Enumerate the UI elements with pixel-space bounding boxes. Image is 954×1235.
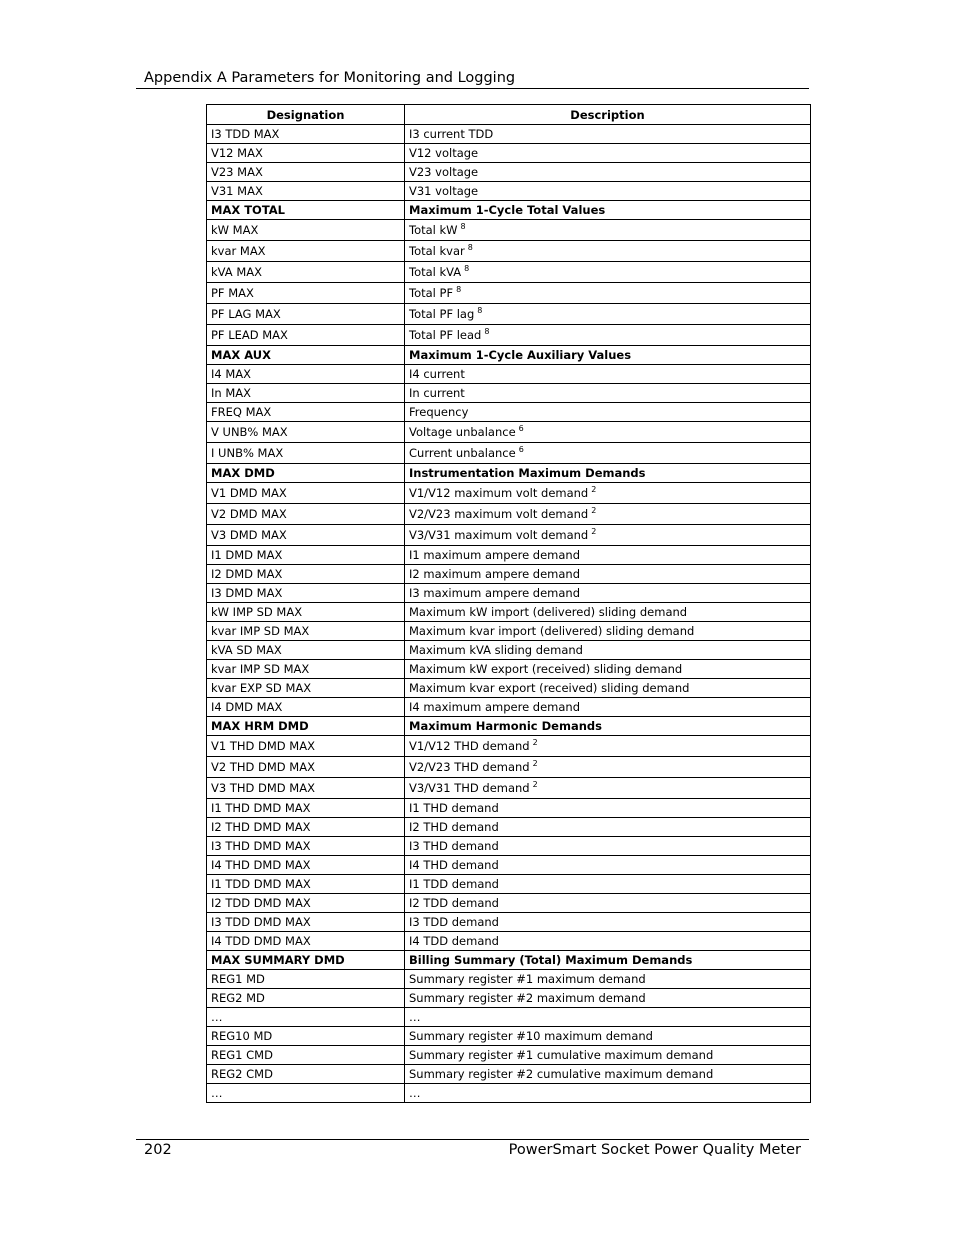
- description-cell: [405, 970, 811, 989]
- designation-cell: V3 DMD MAX: [207, 525, 405, 546]
- table-header-row: [207, 105, 811, 125]
- description-text: V3/V31 maximum volt demand: [409, 528, 589, 542]
- description-cell: [405, 241, 811, 262]
- table-row: [207, 163, 811, 182]
- description-text: I1 THD demand: [409, 801, 499, 815]
- designation-cell: PF LEAD MAX: [207, 325, 405, 346]
- designation-cell: I2 DMD MAX: [207, 565, 405, 584]
- description-cell: [405, 163, 811, 182]
- description-cell: [405, 1084, 811, 1103]
- description-text: V12 voltage: [409, 146, 479, 160]
- designation-cell: I1 TDD DMD MAX: [207, 875, 405, 894]
- description-text: I2 TDD demand: [409, 896, 499, 910]
- description-text: Summary register #1 maximum demand: [409, 972, 646, 986]
- description-text: Maximum Harmonic Demands: [409, 719, 602, 733]
- description-cell: [405, 384, 811, 403]
- designation-cell: …: [207, 1008, 405, 1027]
- table-row: [207, 894, 811, 913]
- designation-cell: V2 DMD MAX: [207, 504, 405, 525]
- description-cell: [405, 778, 811, 799]
- table-row: [207, 546, 811, 565]
- designation-cell: V23 MAX: [207, 163, 405, 182]
- description-text: V31 voltage: [409, 184, 479, 198]
- description-cell: [405, 622, 811, 641]
- description-cell: [405, 837, 811, 856]
- description-cell: [405, 182, 811, 201]
- designation-cell: I3 TDD DMD MAX: [207, 913, 405, 932]
- description-cell: [405, 1065, 811, 1084]
- description-cell: [405, 464, 811, 483]
- table-row: [207, 304, 811, 325]
- table-row: [207, 220, 811, 241]
- description-cell: [405, 283, 811, 304]
- description-cell: [405, 262, 811, 283]
- description-cell: [405, 818, 811, 837]
- designation-cell: MAX DMD: [207, 464, 405, 483]
- description-cell: [405, 125, 811, 144]
- table-row: [207, 856, 811, 875]
- description-cell: [405, 346, 811, 365]
- description-cell: [405, 403, 811, 422]
- footnote-ref: 6: [518, 445, 524, 454]
- designation-cell: MAX HRM DMD: [207, 717, 405, 736]
- footnote-ref: 2: [591, 485, 597, 494]
- description-cell: [405, 1008, 811, 1027]
- description-cell: [405, 603, 811, 622]
- description-text: I1 TDD demand: [409, 877, 499, 891]
- description-text: Maximum kW export (received) sliding demand: [409, 662, 683, 676]
- designation-cell: I UNB% MAX: [207, 443, 405, 464]
- table-row: [207, 125, 811, 144]
- table-row: [207, 622, 811, 641]
- description-text: V2/V23 THD demand: [409, 760, 530, 774]
- table-row: [207, 584, 811, 603]
- description-text: Total kVA: [409, 265, 462, 279]
- table-row: [207, 799, 811, 818]
- designation-cell: I2 THD DMD MAX: [207, 818, 405, 837]
- description-text: I4 TDD demand: [409, 934, 499, 948]
- description-text: Maximum kW import (delivered) sliding demand: [409, 605, 688, 619]
- designation-cell: V1 THD DMD MAX: [207, 736, 405, 757]
- designation-cell: PF MAX: [207, 283, 405, 304]
- footnote-ref: 2: [532, 780, 538, 789]
- description-cell: [405, 1046, 811, 1065]
- designation-cell: REG1 MD: [207, 970, 405, 989]
- description-cell: [405, 1027, 811, 1046]
- designation-cell: V31 MAX: [207, 182, 405, 201]
- table-row: [207, 913, 811, 932]
- table-row: [207, 837, 811, 856]
- description-text: Maximum 1-Cycle Auxiliary Values: [409, 348, 632, 362]
- designation-cell: kvar IMP SD MAX: [207, 660, 405, 679]
- designation-cell: kvar MAX: [207, 241, 405, 262]
- designation-cell: V2 THD DMD MAX: [207, 757, 405, 778]
- table-row: [207, 384, 811, 403]
- table-section-row: [207, 346, 811, 365]
- description-text: I3 maximum ampere demand: [409, 586, 581, 600]
- column-header-designation: Designation: [207, 105, 405, 125]
- designation-cell: MAX AUX: [207, 346, 405, 365]
- description-text: Summary register #2 cumulative maximum demand: [409, 1067, 714, 1081]
- description-cell: [405, 660, 811, 679]
- description-text: Maximum kvar export (received) sliding demand: [409, 681, 690, 695]
- footnote-ref: 2: [591, 527, 597, 536]
- description-cell: [405, 736, 811, 757]
- designation-cell: I4 MAX: [207, 365, 405, 384]
- page-header: [136, 68, 809, 89]
- description-text: I2 THD demand: [409, 820, 499, 834]
- description-text: I3 current TDD: [409, 127, 494, 141]
- table-section-row: [207, 717, 811, 736]
- table-row: [207, 1046, 811, 1065]
- description-cell: [405, 757, 811, 778]
- table-row: [207, 736, 811, 757]
- footnote-ref: 8: [464, 264, 470, 273]
- table-row: [207, 325, 811, 346]
- description-text: I3 TDD demand: [409, 915, 499, 929]
- table-row: [207, 483, 811, 504]
- description-text: Frequency: [409, 405, 469, 419]
- description-text: V1/V12 maximum volt demand: [409, 486, 589, 500]
- description-text: …: [409, 1086, 421, 1100]
- description-cell: [405, 546, 811, 565]
- description-cell: [405, 698, 811, 717]
- designation-cell: PF LAG MAX: [207, 304, 405, 325]
- designation-cell: REG1 CMD: [207, 1046, 405, 1065]
- table-row: [207, 932, 811, 951]
- description-cell: [405, 641, 811, 660]
- description-cell: [405, 679, 811, 698]
- description-text: Voltage unbalance: [409, 425, 516, 439]
- table-row: [207, 504, 811, 525]
- designation-cell: V1 DMD MAX: [207, 483, 405, 504]
- table-row: [207, 1084, 811, 1103]
- description-text: V2/V23 maximum volt demand: [409, 507, 589, 521]
- table-row: [207, 525, 811, 546]
- designation-cell: I3 TDD MAX: [207, 125, 405, 144]
- description-text: V1/V12 THD demand: [409, 739, 530, 753]
- description-cell: [405, 525, 811, 546]
- description-cell: [405, 365, 811, 384]
- parameters-table: [206, 104, 811, 1103]
- table-row: [207, 1008, 811, 1027]
- designation-cell: kW MAX: [207, 220, 405, 241]
- description-text: Summary register #1 cumulative maximum demand: [409, 1048, 714, 1062]
- designation-cell: V12 MAX: [207, 144, 405, 163]
- designation-cell: In MAX: [207, 384, 405, 403]
- description-text: Total PF: [409, 286, 454, 300]
- designation-cell: I2 TDD DMD MAX: [207, 894, 405, 913]
- designation-cell: I4 TDD DMD MAX: [207, 932, 405, 951]
- table-row: [207, 262, 811, 283]
- description-cell: [405, 875, 811, 894]
- description-text: I2 maximum ampere demand: [409, 567, 581, 581]
- description-text: Billing Summary (Total) Maximum Demands: [409, 953, 693, 967]
- designation-cell: V UNB% MAX: [207, 422, 405, 443]
- designation-cell: REG10 MD: [207, 1027, 405, 1046]
- column-header-description: Description: [405, 105, 811, 125]
- table-row: [207, 1065, 811, 1084]
- table-body: [207, 125, 811, 1103]
- description-text: V23 voltage: [409, 165, 479, 179]
- description-text: In current: [409, 386, 465, 400]
- table-row: [207, 757, 811, 778]
- table-row: [207, 818, 811, 837]
- description-text: I3 THD demand: [409, 839, 499, 853]
- description-cell: [405, 856, 811, 875]
- description-cell: [405, 932, 811, 951]
- description-cell: [405, 220, 811, 241]
- footer-title: PowerSmart Socket Power Quality Meter: [508, 1142, 801, 1158]
- description-cell: [405, 584, 811, 603]
- designation-cell: REG2 MD: [207, 989, 405, 1008]
- description-cell: [405, 201, 811, 220]
- description-cell: [405, 799, 811, 818]
- footnote-ref: 2: [532, 738, 538, 747]
- description-cell: [405, 565, 811, 584]
- description-text: Total kW: [409, 223, 458, 237]
- description-text: V3/V31 THD demand: [409, 781, 530, 795]
- designation-cell: V3 THD DMD MAX: [207, 778, 405, 799]
- table-row: [207, 565, 811, 584]
- description-text: I1 maximum ampere demand: [409, 548, 581, 562]
- description-text: Instrumentation Maximum Demands: [409, 466, 646, 480]
- designation-cell: I3 THD DMD MAX: [207, 837, 405, 856]
- table-row: [207, 875, 811, 894]
- footnote-ref: 6: [518, 424, 524, 433]
- designation-cell: I3 DMD MAX: [207, 584, 405, 603]
- table-row: [207, 241, 811, 262]
- description-cell: [405, 304, 811, 325]
- designation-cell: REG2 CMD: [207, 1065, 405, 1084]
- footnote-ref: 8: [484, 327, 490, 336]
- description-cell: [405, 913, 811, 932]
- page-header-title: Appendix A Parameters for Monitoring and Logging: [144, 70, 516, 86]
- designation-cell: I1 DMD MAX: [207, 546, 405, 565]
- footnote-ref: 8: [477, 306, 483, 315]
- designation-cell: FREQ MAX: [207, 403, 405, 422]
- page-footer: [136, 1139, 809, 1164]
- description-text: Total PF lead: [409, 328, 482, 342]
- designation-cell: kVA SD MAX: [207, 641, 405, 660]
- description-text: …: [409, 1010, 421, 1024]
- description-cell: [405, 717, 811, 736]
- table-row: [207, 283, 811, 304]
- designation-cell: MAX TOTAL: [207, 201, 405, 220]
- footnote-ref: 8: [467, 243, 473, 252]
- table-row: [207, 698, 811, 717]
- description-cell: [405, 504, 811, 525]
- table-row: [207, 1027, 811, 1046]
- description-cell: [405, 894, 811, 913]
- description-text: Total kvar: [409, 244, 465, 258]
- description-text: Summary register #2 maximum demand: [409, 991, 646, 1005]
- designation-cell: MAX SUMMARY DMD: [207, 951, 405, 970]
- designation-cell: kVA MAX: [207, 262, 405, 283]
- description-text: Current unbalance: [409, 446, 516, 460]
- footnote-ref: 2: [591, 506, 597, 515]
- table-section-row: [207, 201, 811, 220]
- table-row: [207, 679, 811, 698]
- description-text: Summary register #10 maximum demand: [409, 1029, 653, 1043]
- designation-cell: I1 THD DMD MAX: [207, 799, 405, 818]
- designation-cell: I4 THD DMD MAX: [207, 856, 405, 875]
- designation-cell: kvar IMP SD MAX: [207, 622, 405, 641]
- table-row: [207, 970, 811, 989]
- footnote-ref: 8: [460, 222, 466, 231]
- description-cell: [405, 144, 811, 163]
- description-cell: [405, 325, 811, 346]
- designation-cell: I4 DMD MAX: [207, 698, 405, 717]
- description-text: Total PF lag: [409, 307, 475, 321]
- footnote-ref: 8: [456, 285, 462, 294]
- table-row: [207, 641, 811, 660]
- designation-cell: kvar EXP SD MAX: [207, 679, 405, 698]
- description-text: I4 maximum ampere demand: [409, 700, 581, 714]
- description-cell: [405, 989, 811, 1008]
- description-cell: [405, 422, 811, 443]
- description-text: I4 current: [409, 367, 465, 381]
- table-section-row: [207, 951, 811, 970]
- table-section-row: [207, 464, 811, 483]
- page-number: 202: [144, 1142, 172, 1158]
- table-row: [207, 443, 811, 464]
- table-row: [207, 182, 811, 201]
- table-row: [207, 778, 811, 799]
- description-text: Maximum kVA sliding demand: [409, 643, 583, 657]
- table-row: [207, 365, 811, 384]
- description-cell: [405, 443, 811, 464]
- table-row: [207, 403, 811, 422]
- designation-cell: kW IMP SD MAX: [207, 603, 405, 622]
- table-row: [207, 603, 811, 622]
- description-cell: [405, 483, 811, 504]
- description-text: I4 THD demand: [409, 858, 499, 872]
- footnote-ref: 2: [532, 759, 538, 768]
- table-row: [207, 989, 811, 1008]
- description-cell: [405, 951, 811, 970]
- description-text: Maximum 1-Cycle Total Values: [409, 203, 606, 217]
- table-row: [207, 144, 811, 163]
- description-text: Maximum kvar import (delivered) sliding demand: [409, 624, 695, 638]
- designation-cell: …: [207, 1084, 405, 1103]
- table-row: [207, 422, 811, 443]
- table-row: [207, 660, 811, 679]
